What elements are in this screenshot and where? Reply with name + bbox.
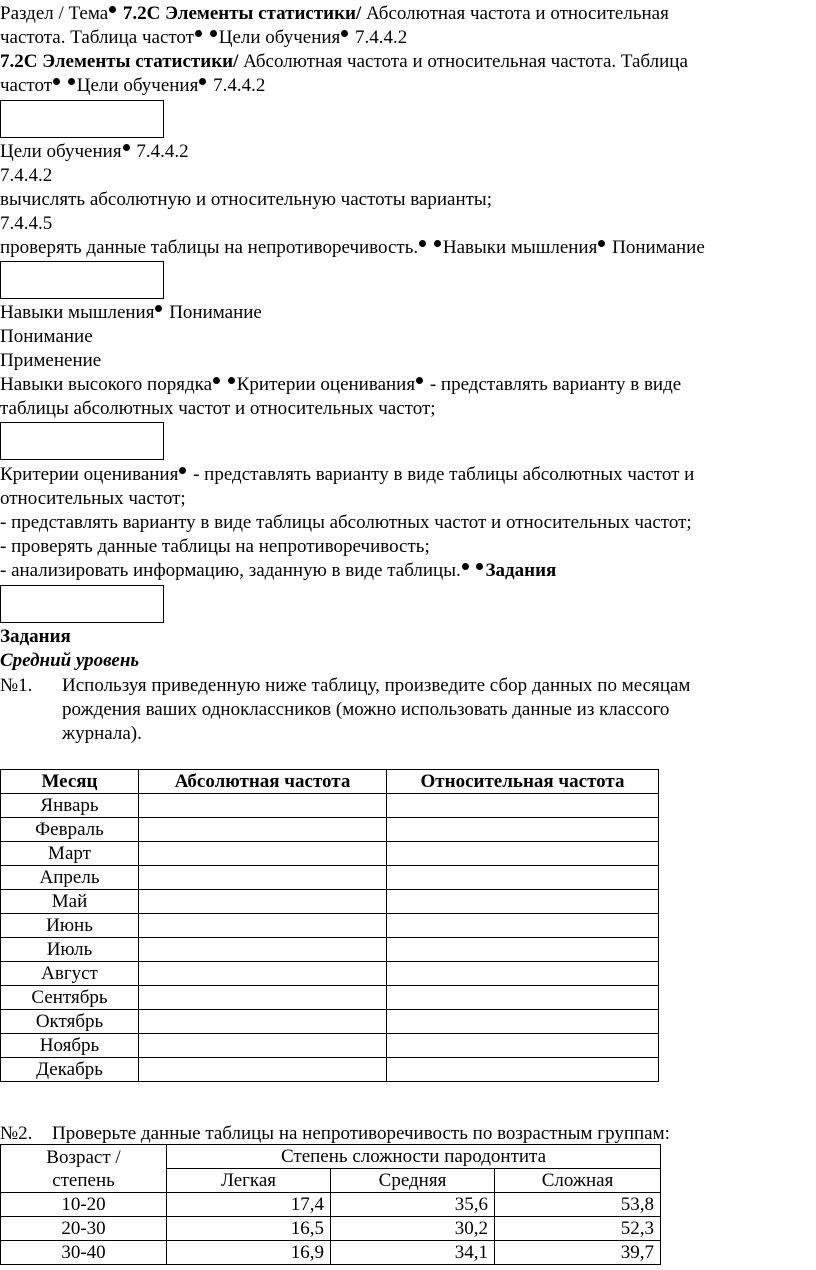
relative-frequency-cell	[387, 818, 659, 842]
table-row	[1, 842, 659, 866]
table-row	[1, 1058, 659, 1082]
month-cell: Март	[1, 842, 139, 866]
empty-box	[0, 261, 164, 299]
skills-text: Понимание	[164, 302, 262, 323]
goals-label: Цели обучения	[76, 75, 199, 96]
bullet-icon	[53, 78, 60, 85]
absolute-frequency-cell	[139, 938, 387, 962]
skills-line-5: таблицы абсолютных частот и относительных частот;	[0, 398, 436, 419]
criteria-line-1	[0, 463, 694, 487]
goals-line-4: 7.4.4.5	[0, 213, 53, 234]
table-row	[1, 818, 659, 842]
task-1-number: №1.	[0, 675, 33, 696]
header-topic-code: 7.2С Элементы статистики/	[122, 3, 362, 24]
table-row	[1, 1217, 661, 1241]
age-group-cell: 20-30	[1, 1217, 167, 1241]
medium-value-cell: 34,1	[331, 1241, 495, 1265]
criteria-text: - анализировать информацию, заданную в виде таблицы.	[0, 560, 461, 581]
absolute-frequency-cell	[139, 914, 387, 938]
skills-line-4	[0, 373, 681, 397]
severity-group-header: Степень сложности пародонтита	[167, 1145, 661, 1169]
month-cell: Январь	[1, 794, 139, 818]
month-header: Месяц	[1, 770, 139, 794]
bullet-icon	[199, 78, 206, 85]
goals-code: 7.4.4.2	[208, 75, 266, 96]
age-header-line-1: Возраст /	[46, 1146, 121, 1168]
bullet-icon	[341, 30, 348, 37]
month-cell: Декабрь	[1, 1058, 139, 1082]
goals-line-1	[0, 140, 189, 164]
month-cell: Октябрь	[1, 1010, 139, 1034]
relative-frequency-cell	[387, 866, 659, 890]
mild-value-cell: 17,4	[167, 1193, 331, 1217]
task-1-text: Используя приведенную ниже таблицу, произведите сбор данных по месяцам	[62, 675, 691, 696]
month-cell: Апрель	[1, 866, 139, 890]
bullet-icon	[195, 30, 202, 37]
absolute-frequency-cell	[139, 866, 387, 890]
table-row	[1, 890, 659, 914]
header-line-2	[0, 26, 407, 50]
bullet-icon	[210, 30, 217, 37]
header-line-4	[0, 74, 265, 98]
relative-frequency-cell	[387, 938, 659, 962]
criteria-label: Критерии оценивания	[0, 464, 179, 485]
absolute-frequency-header: Абсолютная частота	[139, 770, 387, 794]
bullet-icon	[179, 467, 186, 474]
bullet-icon	[123, 144, 130, 151]
absolute-frequency-cell	[139, 818, 387, 842]
month-cell: Июнь	[1, 914, 139, 938]
medium-value-cell: 35,6	[331, 1193, 495, 1217]
table-row	[1, 914, 659, 938]
bullet-icon	[155, 305, 162, 312]
header-line-1	[0, 2, 669, 26]
relative-frequency-cell	[387, 1034, 659, 1058]
goals-line-3: вычислять абсолютную и относительную частоты варианты;	[0, 189, 492, 210]
absolute-frequency-cell	[139, 1010, 387, 1034]
table-row	[1, 1010, 659, 1034]
topic-text: Абсолютная частота и относительная частота. Таблица	[238, 51, 688, 72]
empty-box	[0, 422, 164, 460]
relative-frequency-cell	[387, 890, 659, 914]
table-row	[1, 986, 659, 1010]
relative-frequency-cell	[387, 842, 659, 866]
age-group-cell: 10-20	[1, 1193, 167, 1217]
goal-text: проверять данные таблицы на непротиворечивость.	[0, 237, 419, 258]
skills-line-2: Понимание	[0, 326, 93, 347]
table-row	[1, 962, 659, 986]
absolute-frequency-cell	[139, 986, 387, 1010]
skills-line-3: Применение	[0, 350, 102, 371]
mild-value-cell: 16,5	[167, 1217, 331, 1241]
absolute-frequency-cell	[139, 842, 387, 866]
absolute-frequency-cell	[139, 794, 387, 818]
age-header	[1, 1145, 167, 1193]
criteria-line-2: относительных частот;	[0, 488, 186, 509]
skills-label: Навыки мышления	[0, 302, 155, 323]
table-header-row	[1, 1145, 661, 1169]
topic-code: 7.2С Элементы статистики/	[0, 51, 239, 72]
medium-value-cell: 30,2	[331, 1217, 495, 1241]
skills-label: Навыки мышления	[442, 237, 598, 258]
goals-line-5	[0, 236, 705, 260]
month-cell: Сентябрь	[1, 986, 139, 1010]
bullet-icon	[476, 563, 483, 570]
table-row	[1, 938, 659, 962]
severe-value-cell: 52,3	[495, 1217, 661, 1241]
bullet-icon	[68, 78, 75, 85]
empty-box	[0, 585, 164, 623]
bullet-icon	[228, 377, 235, 384]
bullet-icon	[416, 377, 423, 384]
table-row	[1, 866, 659, 890]
relative-frequency-cell	[387, 1058, 659, 1082]
header-text: частота. Таблица частот	[0, 27, 194, 48]
task-2-number: №2.	[0, 1123, 33, 1144]
tasks-title: Задания	[0, 626, 71, 647]
header-goals-code: 7.4.4.2	[350, 27, 408, 48]
criteria-line-5	[0, 559, 556, 583]
skills-line-1	[0, 301, 262, 325]
birth-month-table	[0, 769, 659, 1082]
level-title: Средний уровень	[0, 650, 140, 671]
header-line-3	[0, 50, 688, 74]
goals-label: Цели обучения	[0, 141, 122, 162]
severe-value-cell: 39,7	[495, 1241, 661, 1265]
table-row	[1, 1241, 661, 1265]
absolute-frequency-cell	[139, 1058, 387, 1082]
relative-frequency-cell	[387, 914, 659, 938]
task-1-line-3: журнала).	[62, 723, 142, 744]
goals-line-2: 7.4.4.2	[0, 165, 53, 186]
criteria-label: Критерии оценивания	[236, 374, 416, 395]
task-1-line-1	[0, 674, 691, 698]
task-1-line-2: рождения ваших одноклассников (можно использовать данные из классого	[62, 699, 670, 720]
severe-value-cell: 53,8	[495, 1193, 661, 1217]
table-row	[1, 794, 659, 818]
relative-frequency-cell	[387, 1010, 659, 1034]
bullet-icon	[434, 240, 441, 247]
task-2-line	[0, 1122, 670, 1146]
criteria-text: - представлять варианту в виде	[425, 374, 682, 395]
table-header-row	[1, 770, 659, 794]
month-cell: Ноябрь	[1, 1034, 139, 1058]
relative-frequency-header: Относительная частота	[387, 770, 659, 794]
skills-text: Навыки высокого порядка	[0, 374, 212, 395]
bullet-icon	[109, 6, 116, 13]
severe-header: Сложная	[495, 1169, 661, 1193]
criteria-line-3: - представлять варианту в виде таблицы абсолютных частот и относительных частот;	[0, 512, 692, 533]
header-topic-text: Абсолютная частота и относительная	[361, 3, 669, 24]
month-cell: Август	[1, 962, 139, 986]
medium-header: Средняя	[331, 1169, 495, 1193]
month-cell: Февраль	[1, 818, 139, 842]
tasks-label: Задания	[485, 560, 557, 581]
bullet-icon	[213, 377, 220, 384]
absolute-frequency-cell	[139, 962, 387, 986]
header-section-label: Раздел / Тема	[0, 3, 109, 24]
absolute-frequency-cell	[139, 1034, 387, 1058]
header-goals-label: Цели обучения	[218, 27, 341, 48]
month-cell: Май	[1, 890, 139, 914]
relative-frequency-cell	[387, 962, 659, 986]
topic-text: частот	[0, 75, 53, 96]
age-group-cell: 30-40	[1, 1241, 167, 1265]
empty-box	[0, 100, 164, 138]
mild-value-cell: 16,9	[167, 1241, 331, 1265]
table-row	[1, 1193, 661, 1217]
criteria-text: - представлять варианту в виде таблицы абсолютных частот и	[188, 464, 695, 485]
absolute-frequency-cell	[139, 890, 387, 914]
skills-text: Понимание	[607, 237, 705, 258]
goals-code: 7.4.4.2	[131, 141, 189, 162]
age-header-line-2: степень	[52, 1169, 115, 1191]
periodontitis-table	[0, 1144, 661, 1265]
bullet-icon	[462, 563, 469, 570]
criteria-line-4: - проверять данные таблицы на непротиворечивость;	[0, 536, 430, 557]
bullet-icon	[419, 240, 426, 247]
mild-header: Легкая	[167, 1169, 331, 1193]
month-cell: Июль	[1, 938, 139, 962]
table-row	[1, 1034, 659, 1058]
relative-frequency-cell	[387, 794, 659, 818]
bullet-icon	[598, 240, 605, 247]
relative-frequency-cell	[387, 986, 659, 1010]
task-2-text: Проверьте данные таблицы на непротиворечивость по возрастным группам:	[52, 1123, 670, 1144]
